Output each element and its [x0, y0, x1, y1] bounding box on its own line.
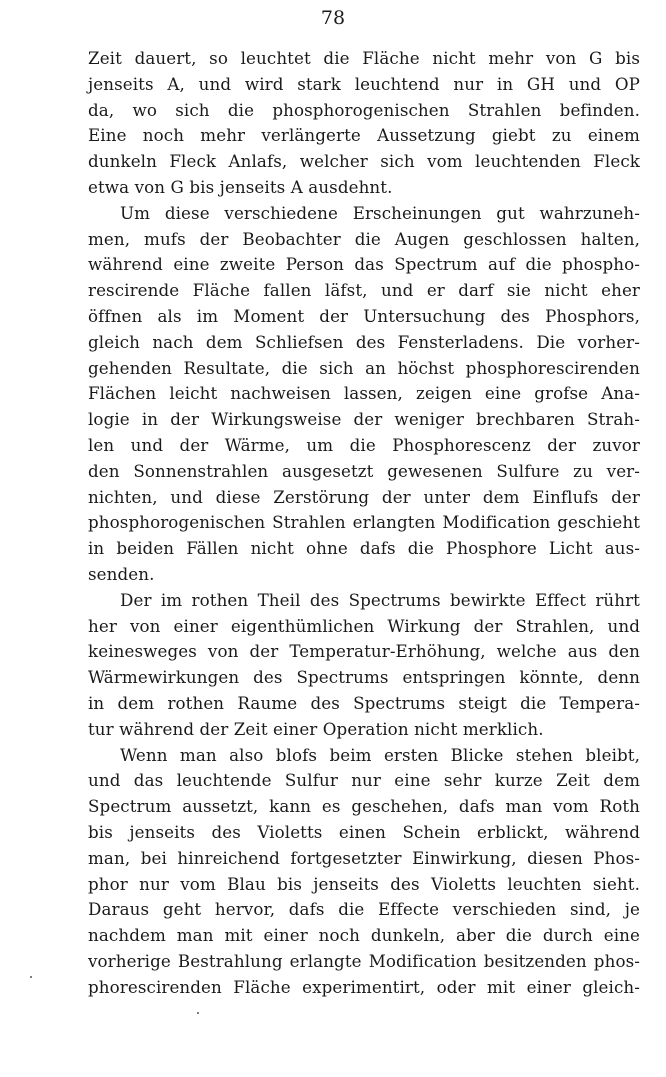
scan-speck — [30, 976, 32, 978]
text-line: phor nur vom Blau bis jenseits des Violetts leuchten sieht. — [88, 873, 640, 894]
text-line: etwa von G bis jenseits A ausdehnt. — [88, 176, 393, 197]
text-line: bis jenseits des Violetts einen Schein erblickt, während — [88, 821, 640, 842]
text-line: jenseits A, und wird stark leuchtend nur in GH und OP — [88, 73, 640, 94]
page-number: 78 — [320, 7, 346, 29]
text-line: phosphorogenischen Strahlen erlangten Modification geschieht — [88, 512, 640, 533]
text-line: rescirende Fläche fallen läfst, und er darf sie nicht eher — [88, 280, 640, 301]
text-line: gehenden Resultate, die sich an höchst phosphorescirenden — [88, 357, 640, 378]
text-line: und das leuchtende Sulfur nur eine sehr kurze Zeit dem — [88, 770, 640, 791]
text-line: Eine noch mehr verlängerte Aussetzung giebt zu einem — [88, 125, 640, 146]
text-line: während eine zweite Person das Spectrum auf die phospho- — [88, 254, 640, 275]
text-line: gleich nach dem Schliefsen des Fensterladens. Die vorher- — [88, 331, 640, 352]
text-line: men, mufs der Beobachter die Augen geschlossen halten, — [88, 228, 640, 249]
text-line: Wärmewirkungen des Spectrums entspringen könnte, denn — [88, 667, 640, 688]
text-line: senden. — [88, 563, 155, 584]
text-line: her von einer eigenthümlichen Wirkung der Strahlen, und — [88, 615, 640, 636]
text-line: man, bei hinreichend fortgesetzter Einwirkung, diesen Phos- — [88, 847, 640, 868]
text-line: keinesweges von der Temperatur-Erhöhung, welche aus den — [88, 641, 640, 662]
text-line: den Sonnenstrahlen ausgesetzt gewesenen Sulfure zu ver- — [88, 460, 640, 481]
text-line: Spectrum aussetzt, kann es geschehen, dafs man vom Roth — [88, 796, 640, 817]
text-line: Der im rothen Theil des Spectrums bewirkte Effect rührt — [120, 589, 640, 610]
text-line: tur während der Zeit einer Operation nicht merklich. — [88, 718, 544, 739]
text-line: phorescirenden Fläche experimentirt, oder mit einer gleich- — [88, 976, 640, 997]
body-text — [88, 46, 640, 1000]
text-line: vorherige Bestrahlung erlangte Modification besitzenden phos- — [88, 950, 640, 971]
text-line: in beiden Fällen nicht ohne dafs die Phosphore Licht aus- — [88, 538, 640, 559]
text-line: in dem rothen Raume des Spectrums steigt die Tempera- — [88, 692, 640, 713]
text-line: logie in der Wirkungsweise der weniger brechbaren Strah- — [88, 409, 640, 430]
text-line: Wenn man also blofs beim ersten Blicke stehen bleibt, — [120, 744, 640, 765]
text-line: öffnen als im Moment der Untersuchung des Phosphors, — [88, 305, 640, 326]
text-line: nachdem man mit einer noch dunkeln, aber die durch eine — [88, 925, 640, 946]
text-line: da, wo sich die phosphorogenischen Strahlen befinden. — [88, 99, 640, 120]
text-line: Flächen leicht nachweisen lassen, zeigen eine grofse Ana- — [88, 383, 640, 404]
scan-speck — [197, 1012, 199, 1014]
text-line: Daraus geht hervor, dafs die Effecte verschieden sind, je — [88, 899, 640, 920]
text-line: Zeit dauert, so leuchtet die Fläche nicht mehr von G bis — [88, 48, 640, 68]
text-line: Um diese verschiedene Erscheinungen gut wahrzuneh- — [120, 202, 640, 223]
text-line: nichten, und diese Zerstörung der unter dem Einflufs der — [88, 486, 640, 507]
text-line: len und der Wärme, um die Phosphorescenz der zuvor — [88, 434, 640, 455]
text-line: dunkeln Fleck Anlafs, welcher sich vom leuchtenden Fleck — [88, 151, 640, 172]
